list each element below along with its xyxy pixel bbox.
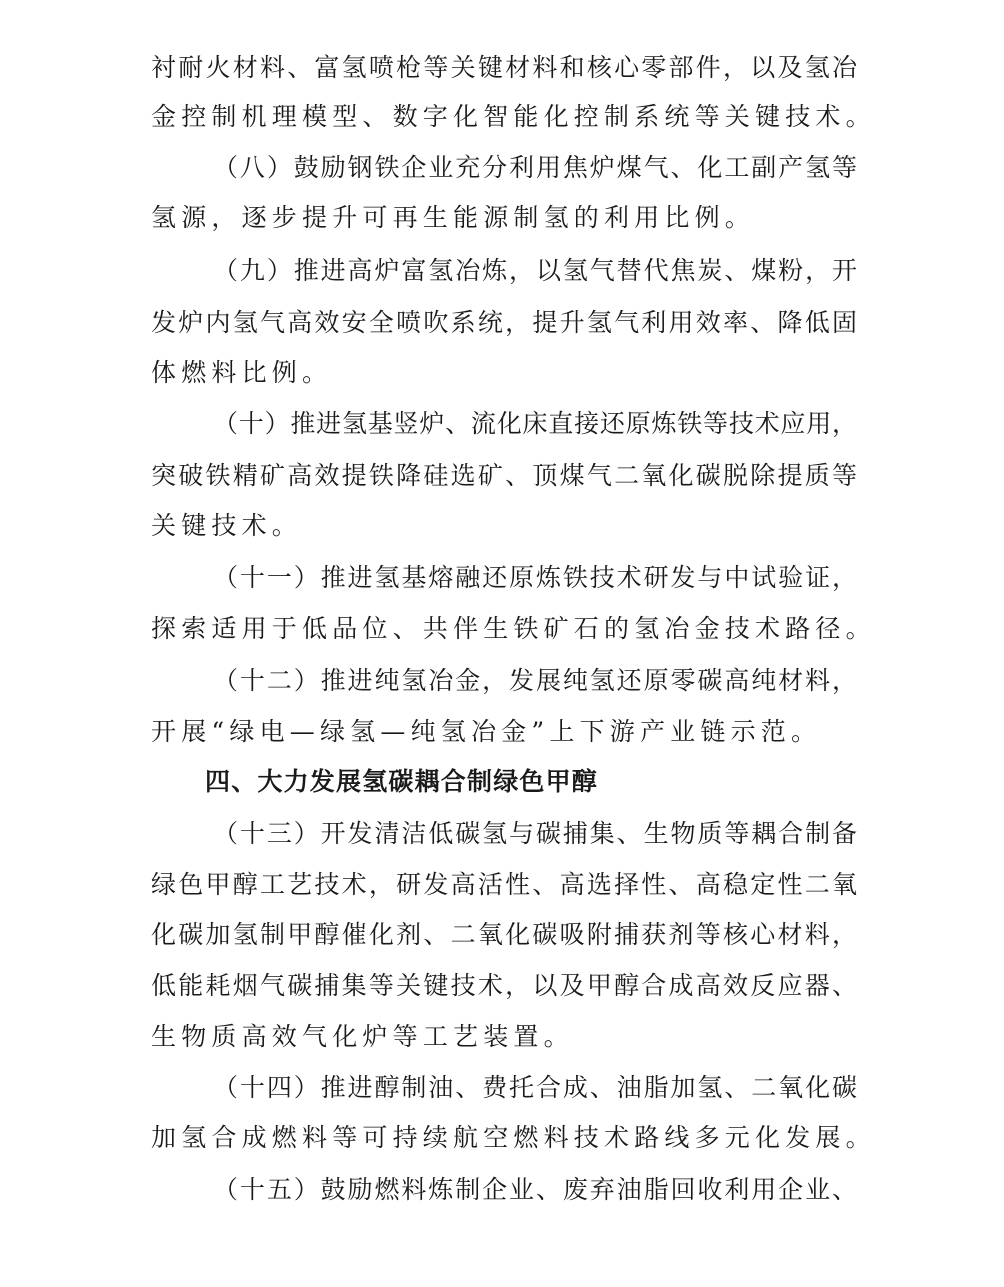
- text-line: 突破铁精矿高效提铁降硅选矿、顶煤气二氧化碳脱除提质等: [151, 461, 857, 490]
- text-line: （十二）推进纯氢冶金，发展纯氢还原零碳高纯材料，: [213, 666, 857, 695]
- text-line: 关键技术。: [151, 511, 303, 540]
- text-line: 体燃料比例。: [151, 358, 333, 387]
- text-line: 化碳加氢制甲醇催化剂、二氧化碳吸附捕获剂等核心材料，: [151, 920, 857, 949]
- text-line: 开展“绿电—绿氢—纯氢冶金”上下游产业链示范。: [151, 717, 822, 746]
- text-line: （十四）推进醇制油、费托合成、油脂加氢、二氧化碳: [213, 1073, 857, 1102]
- text-line: 发炉内氢气高效安全喷吹系统，提升氢气利用效率、降低固: [151, 308, 857, 337]
- text-line: （十三）开发清洁低碳氢与碳捕集、生物质等耦合制备: [213, 819, 857, 848]
- section-heading: 四、大力发展氢碳耦合制绿色甲醇: [205, 767, 599, 796]
- text-line: （十）推进氢基竖炉、流化床直接还原炼铁等技术应用，: [213, 409, 857, 438]
- text-line: 生物质高效气化炉等工艺装置。: [151, 1022, 574, 1051]
- text-line: 绿色甲醇工艺技术，研发高活性、高选择性、高稳定性二氧: [151, 870, 857, 899]
- text-line: 氢源，逐步提升可再生能源制氢的利用比例。: [151, 203, 756, 232]
- text-line: （十一）推进氢基熔融还原炼铁技术研发与中试验证，: [213, 563, 857, 592]
- text-line: （九）推进高炉富氢冶炼，以氢气替代焦炭、煤粉，开: [213, 256, 857, 285]
- text-line: 低能耗烟气碳捕集等关键技术，以及甲醇合成高效反应器、: [151, 971, 857, 1000]
- text-line: （十五）鼓励燃料炼制企业、废弃油脂回收利用企业、: [213, 1175, 857, 1204]
- text-line: （八）鼓励钢铁企业充分利用焦炉煤气、化工副产氢等: [213, 153, 857, 182]
- text-line: 衬耐火材料、富氢喷枪等关键材料和核心零部件，以及氢冶: [151, 53, 857, 82]
- text-line: 金控制机理模型、数字化智能化控制系统等关键技术。: [151, 102, 876, 131]
- text-line: 加氢合成燃料等可持续航空燃料技术路线多元化发展。: [151, 1123, 876, 1152]
- text-line: 探索适用于低品位、共伴生铁矿石的氢冶金技术路径。: [151, 614, 876, 643]
